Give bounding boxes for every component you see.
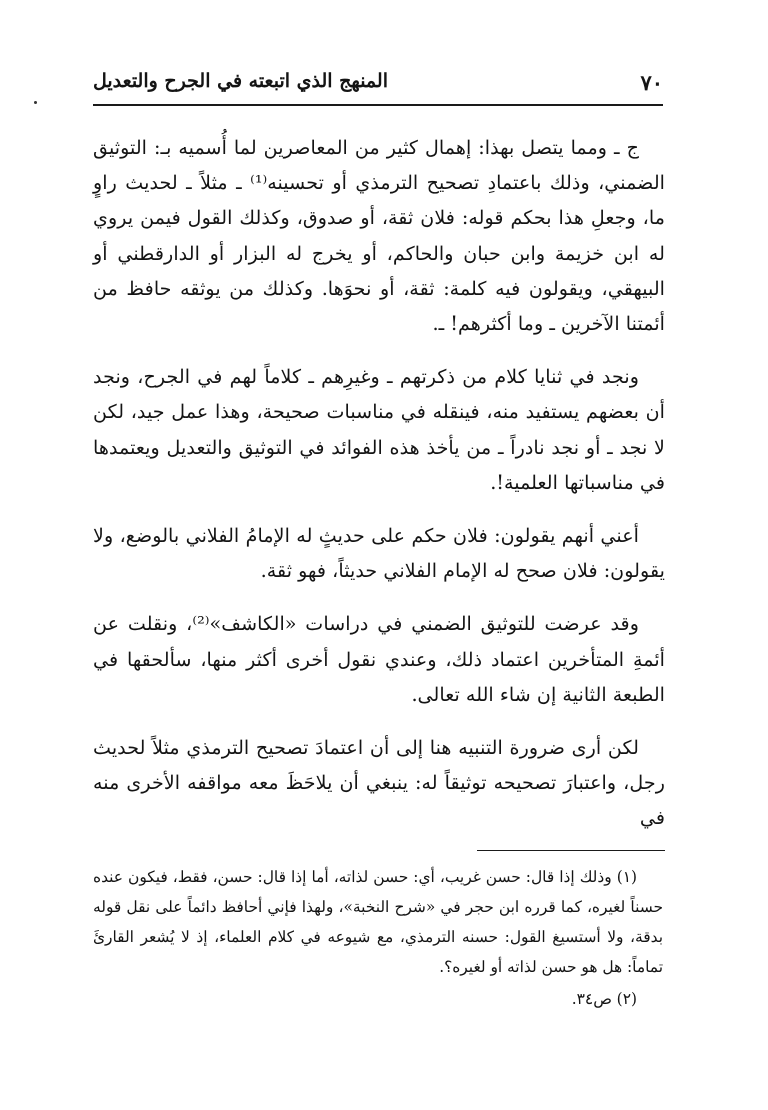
paragraph: ج ـ ومما يتصل بهذا: إهمال كثير من المعاصرين لما أُسميه بـ: التوثيق الضمني، وذلك باعتمادِ تصحيح الترمذي أو تحسينه⁽¹⁾ ـ مثلاً ـ لحديث راوٍ ما، وجعلِ هذا بحكم قوله: فلان ثقة، أو صدوق، وكذلك القول فيمن يروي له ابن خزيمة وابن حبان والحاكم، أو يخرج له البزار أو الدارقطني أو البيهقي، ويقولون فيه كلمة: ثقة، أو نحوَها. وكذلك من يوثقه حافظ من أئمتنا الآخرين ـ وما أكثرهم! ـ. [93,136,665,336]
page-number: ٧٠ [640,70,663,95]
footnote: (٢) ص٣٤. [571,990,637,1008]
scan-speck [34,101,37,104]
footnote: (١) وذلك إذا قال: حسن غريب، أي: حسن لذاته، أما إذا قال: حسن، فقط، فيكون عنده حسناً لغيره، كما قرره ابن حجر في «شرح النخبة»، ولهذا فإني أحافظ دائماً على نقل قوله بدقة، ولا أستسيغ القول: حسنه الترمذي، مع شيوعه في كلام العلماء، إذ لا يُشعر القارئَ تماماً: هل هو حسن لذاته أو لغيره؟. [93,868,663,976]
footnote-divider [477,850,665,851]
footnotes [93,862,663,1014]
paragraph: وقد عرضت للتوثيق الضمني في دراسات «الكاشف»⁽²⁾، ونقلت عن أئمةِ المتأخرين اعتماد ذلك، وعندي نقول أخرى أكثر منها، سألحقها في الطبعة الثانية إن شاء الله تعالى. [93,612,665,706]
running-title: المنهج الذي اتبعته في الجرح والتعديل [93,70,388,92]
paragraph: ونجد في ثنايا كلام من ذكرتهم ـ وغيرِهم ـ كلاماً لهم في الجرح، ونجد أن بعضهم يستفيد منه، فينقله في مناسبات صحيحة، وهذا عمل جيد، لكن لا نجد ـ أو نجد نادراً ـ من يأخذ هذه الفوائد في التوثيق والتعديل ويعتمدها في مناسباتها العلمية!. [93,365,665,494]
paragraph: أعني أنهم يقولون: فلان حكم على حديثٍ له الإمامُ الفلاني بالوضع، ولا يقولون: فلان صحح له الإمام الفلاني حديثاً، فهو ثقة. [93,524,665,583]
paragraph: لكن أرى ضرورة التنبيه هنا إلى أن اعتمادَ تصحيح الترمذي مثلاً لحديث رجل، واعتبارَ تصحيحه توثيقاً له: ينبغي أن يلاحَظَ معه مواقفه الأخرى منه في [93,736,665,830]
main-text [93,130,665,854]
page-header [93,62,663,106]
